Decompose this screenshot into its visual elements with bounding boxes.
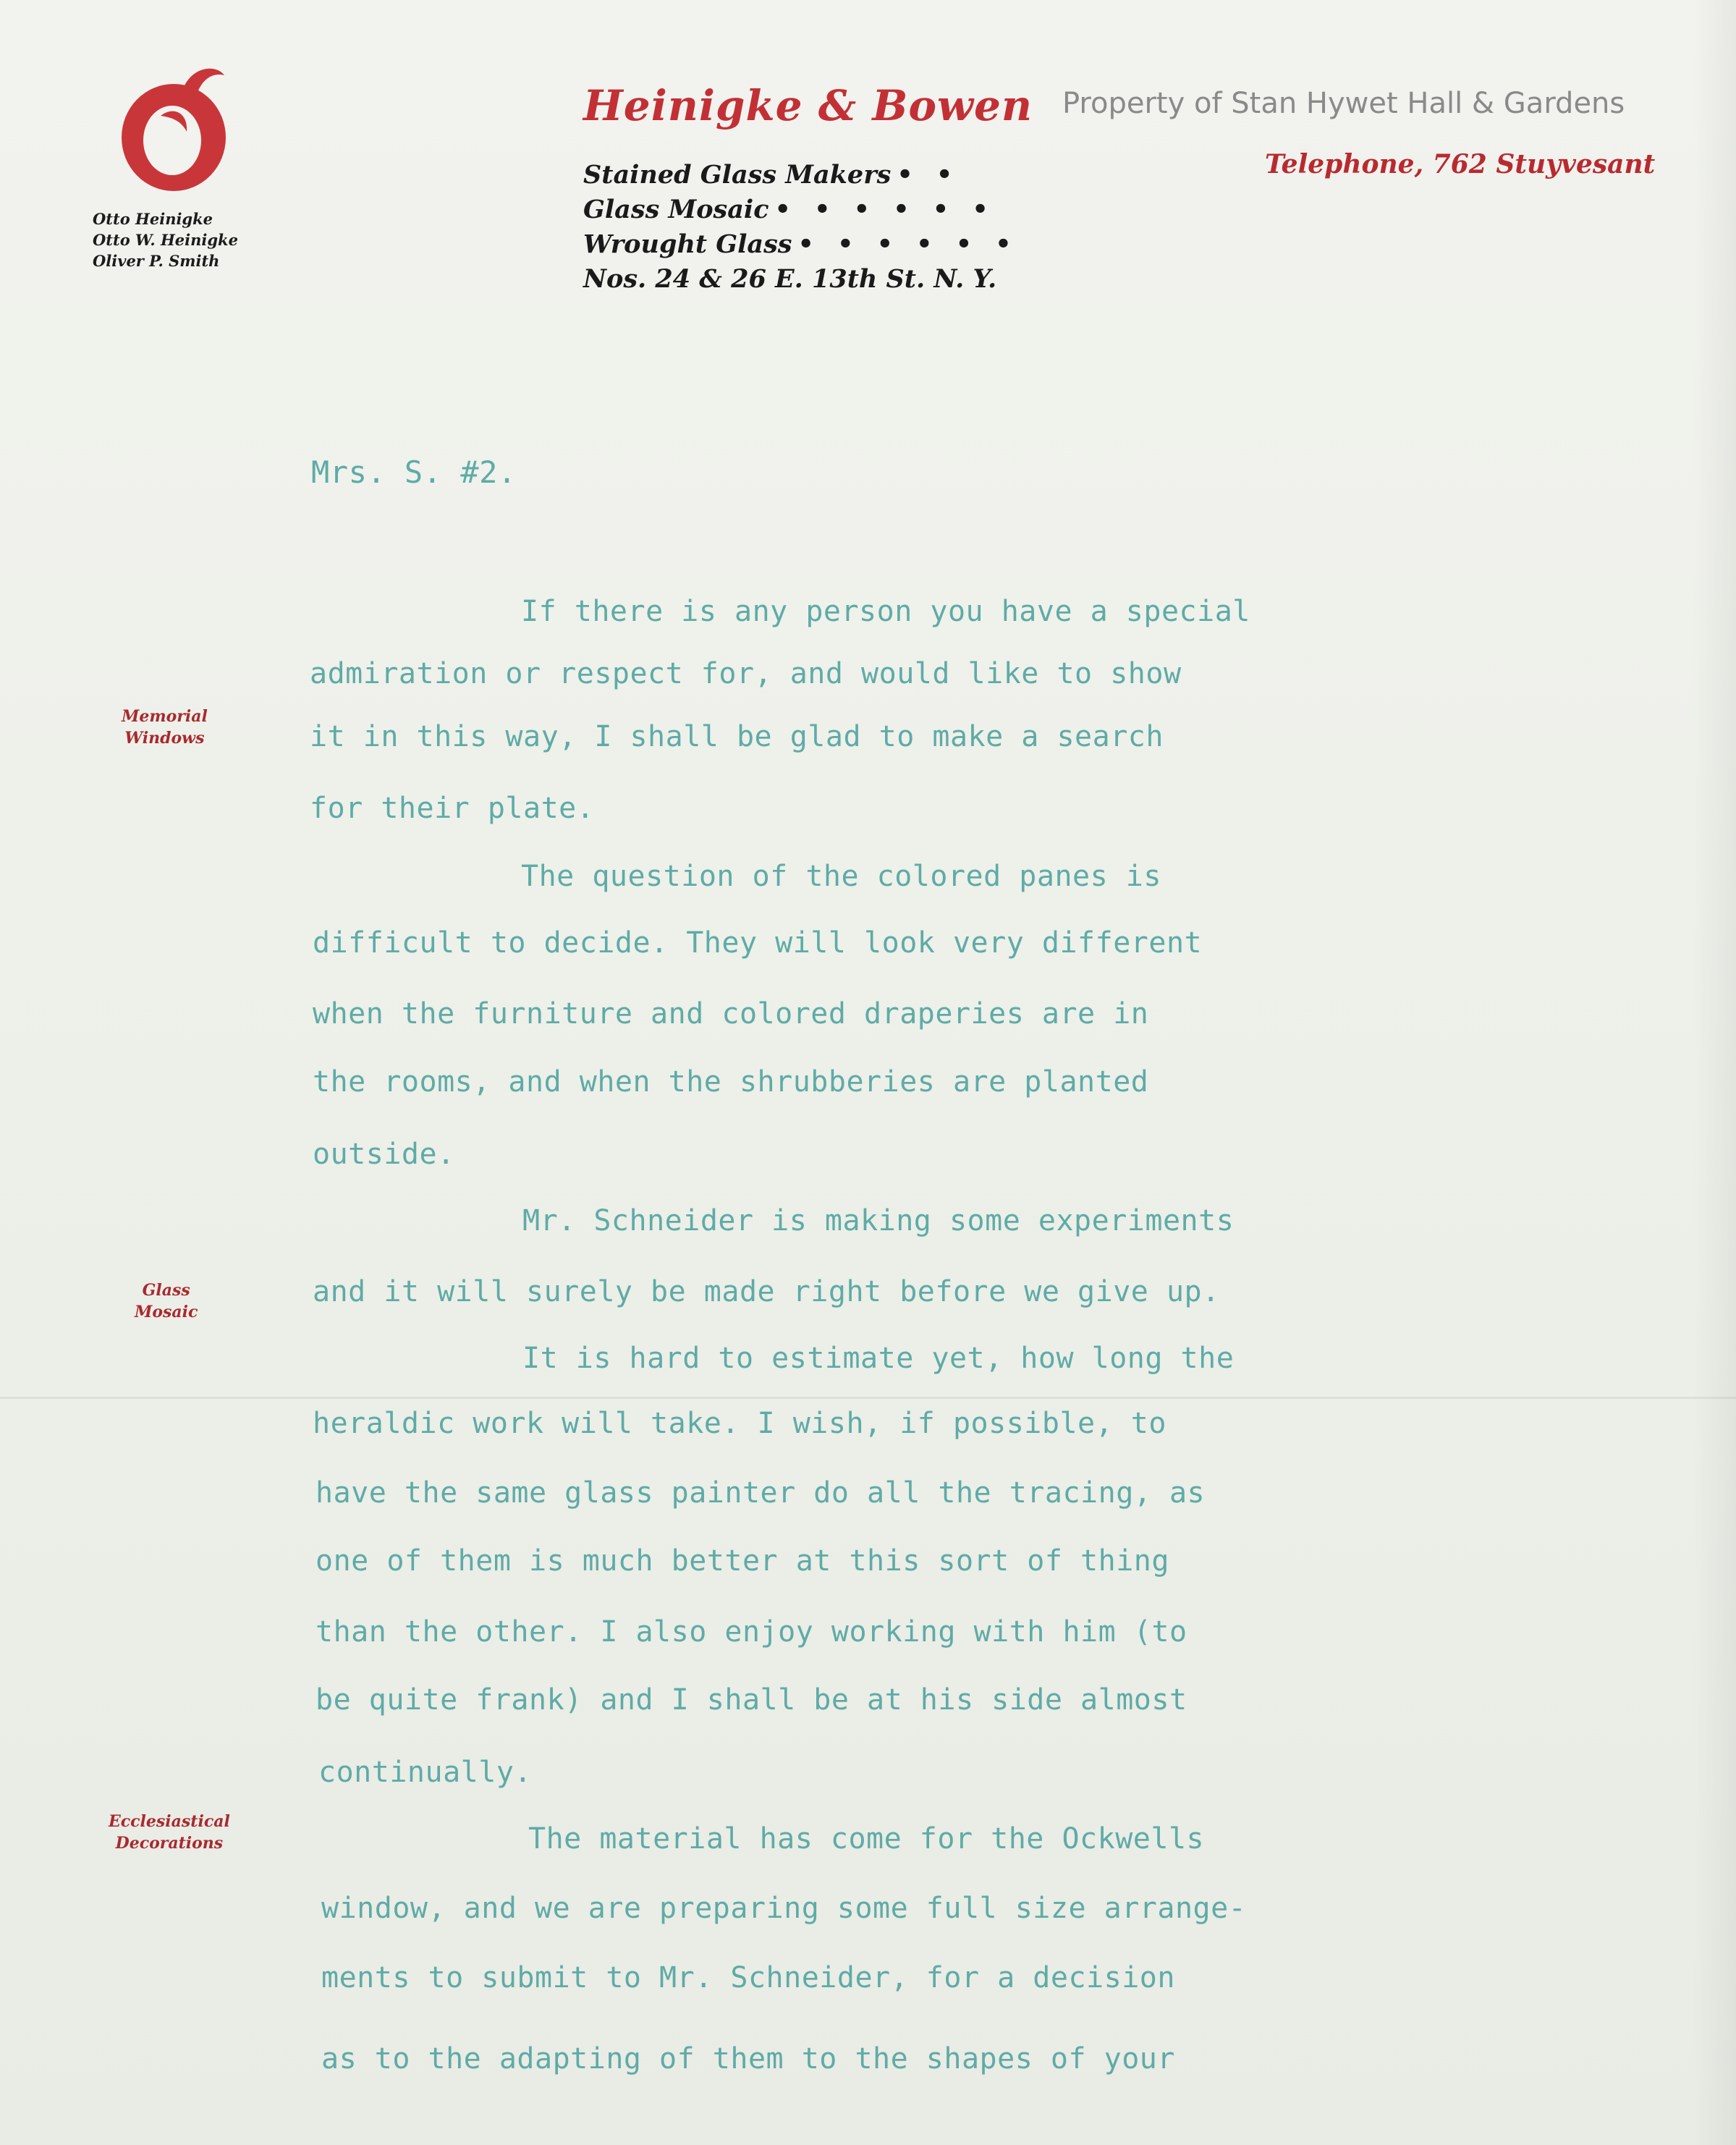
letter-line: If there is any person you have a special	[521, 595, 1250, 628]
letter-line: as to the adapting of them to the shapes of your	[321, 2042, 1175, 2076]
letter-line: for their plate.	[310, 792, 595, 825]
letter-line: It is hard to estimate yet, how long the	[522, 1342, 1235, 1375]
letter-line: heraldic work will take. I wish, if possible, to	[313, 1407, 1166, 1440]
letter-line: difficult to decide. They will look very different	[313, 926, 1203, 960]
letter-line: window, and we are preparing some full size arrange-	[321, 1892, 1247, 1925]
letter-line: be quite frank) and I shall be at his side almost	[316, 1683, 1187, 1717]
letter-line: and it will surely be made right before we give up.	[313, 1275, 1220, 1308]
firm-name: Heinigke & Bowen	[583, 81, 1033, 130]
letter-salutation: Mrs. S. #2.	[311, 454, 517, 490]
trade-item: Wrought Glass • • • • • •	[583, 229, 1019, 259]
margin-note-memorial: Memorial Windows	[122, 707, 208, 748]
letter-line: one of them is much better at this sort of thing	[316, 1544, 1169, 1578]
firm-logo-icon	[116, 65, 239, 195]
letter-line: The material has come for the Ockwells	[528, 1822, 1205, 1856]
letter-line: admiration or respect for, and would like to show	[310, 657, 1182, 690]
fold-crease	[0, 1397, 1736, 1399]
telephone-number: Telephone, 762 Stuyvesant	[1265, 149, 1656, 179]
letter-line: The question of the colored panes is	[521, 860, 1161, 893]
letter-line: it in this way, I shall be glad to make a search	[310, 720, 1164, 753]
partner-names	[93, 208, 238, 271]
property-watermark: Property of Stan Hywet Hall & Gardens	[1062, 87, 1625, 120]
trade-list	[583, 158, 1019, 297]
letter-line: have the same glass painter do all the tracing, as	[316, 1476, 1206, 1510]
letter-line: ments to submit to Mr. Schneider, for a decision	[321, 1961, 1175, 1994]
letter-line: when the furniture and colored draperies are in	[313, 997, 1149, 1031]
letter-line: continually.	[318, 1756, 532, 1789]
trade-item: Stained Glass Makers • •	[583, 160, 960, 190]
margin-note-glass-mosaic: Glass Mosaic	[135, 1281, 198, 1321]
trade-item: Glass Mosaic • • • • • •	[583, 195, 996, 224]
letter-line: than the other. I also enjoy working with him (to	[316, 1615, 1187, 1649]
letter-line: Mr. Schneider is making some experiments	[522, 1204, 1235, 1238]
firm-address: Nos. 24 & 26 E. 13th St. N. Y.	[583, 264, 997, 294]
partner-name: Oliver P. Smith	[93, 252, 220, 270]
margin-note-ecclesiastical: Ecclesiastical Decorations	[109, 1812, 230, 1853]
partner-name: Otto W. Heinigke	[93, 231, 238, 249]
letter-line: the rooms, and when the shrubberies are planted	[313, 1065, 1149, 1099]
paper-edge-shadow	[1693, 0, 1736, 2145]
partner-name: Otto Heinigke	[93, 210, 213, 228]
letter-line: outside.	[313, 1138, 455, 1171]
